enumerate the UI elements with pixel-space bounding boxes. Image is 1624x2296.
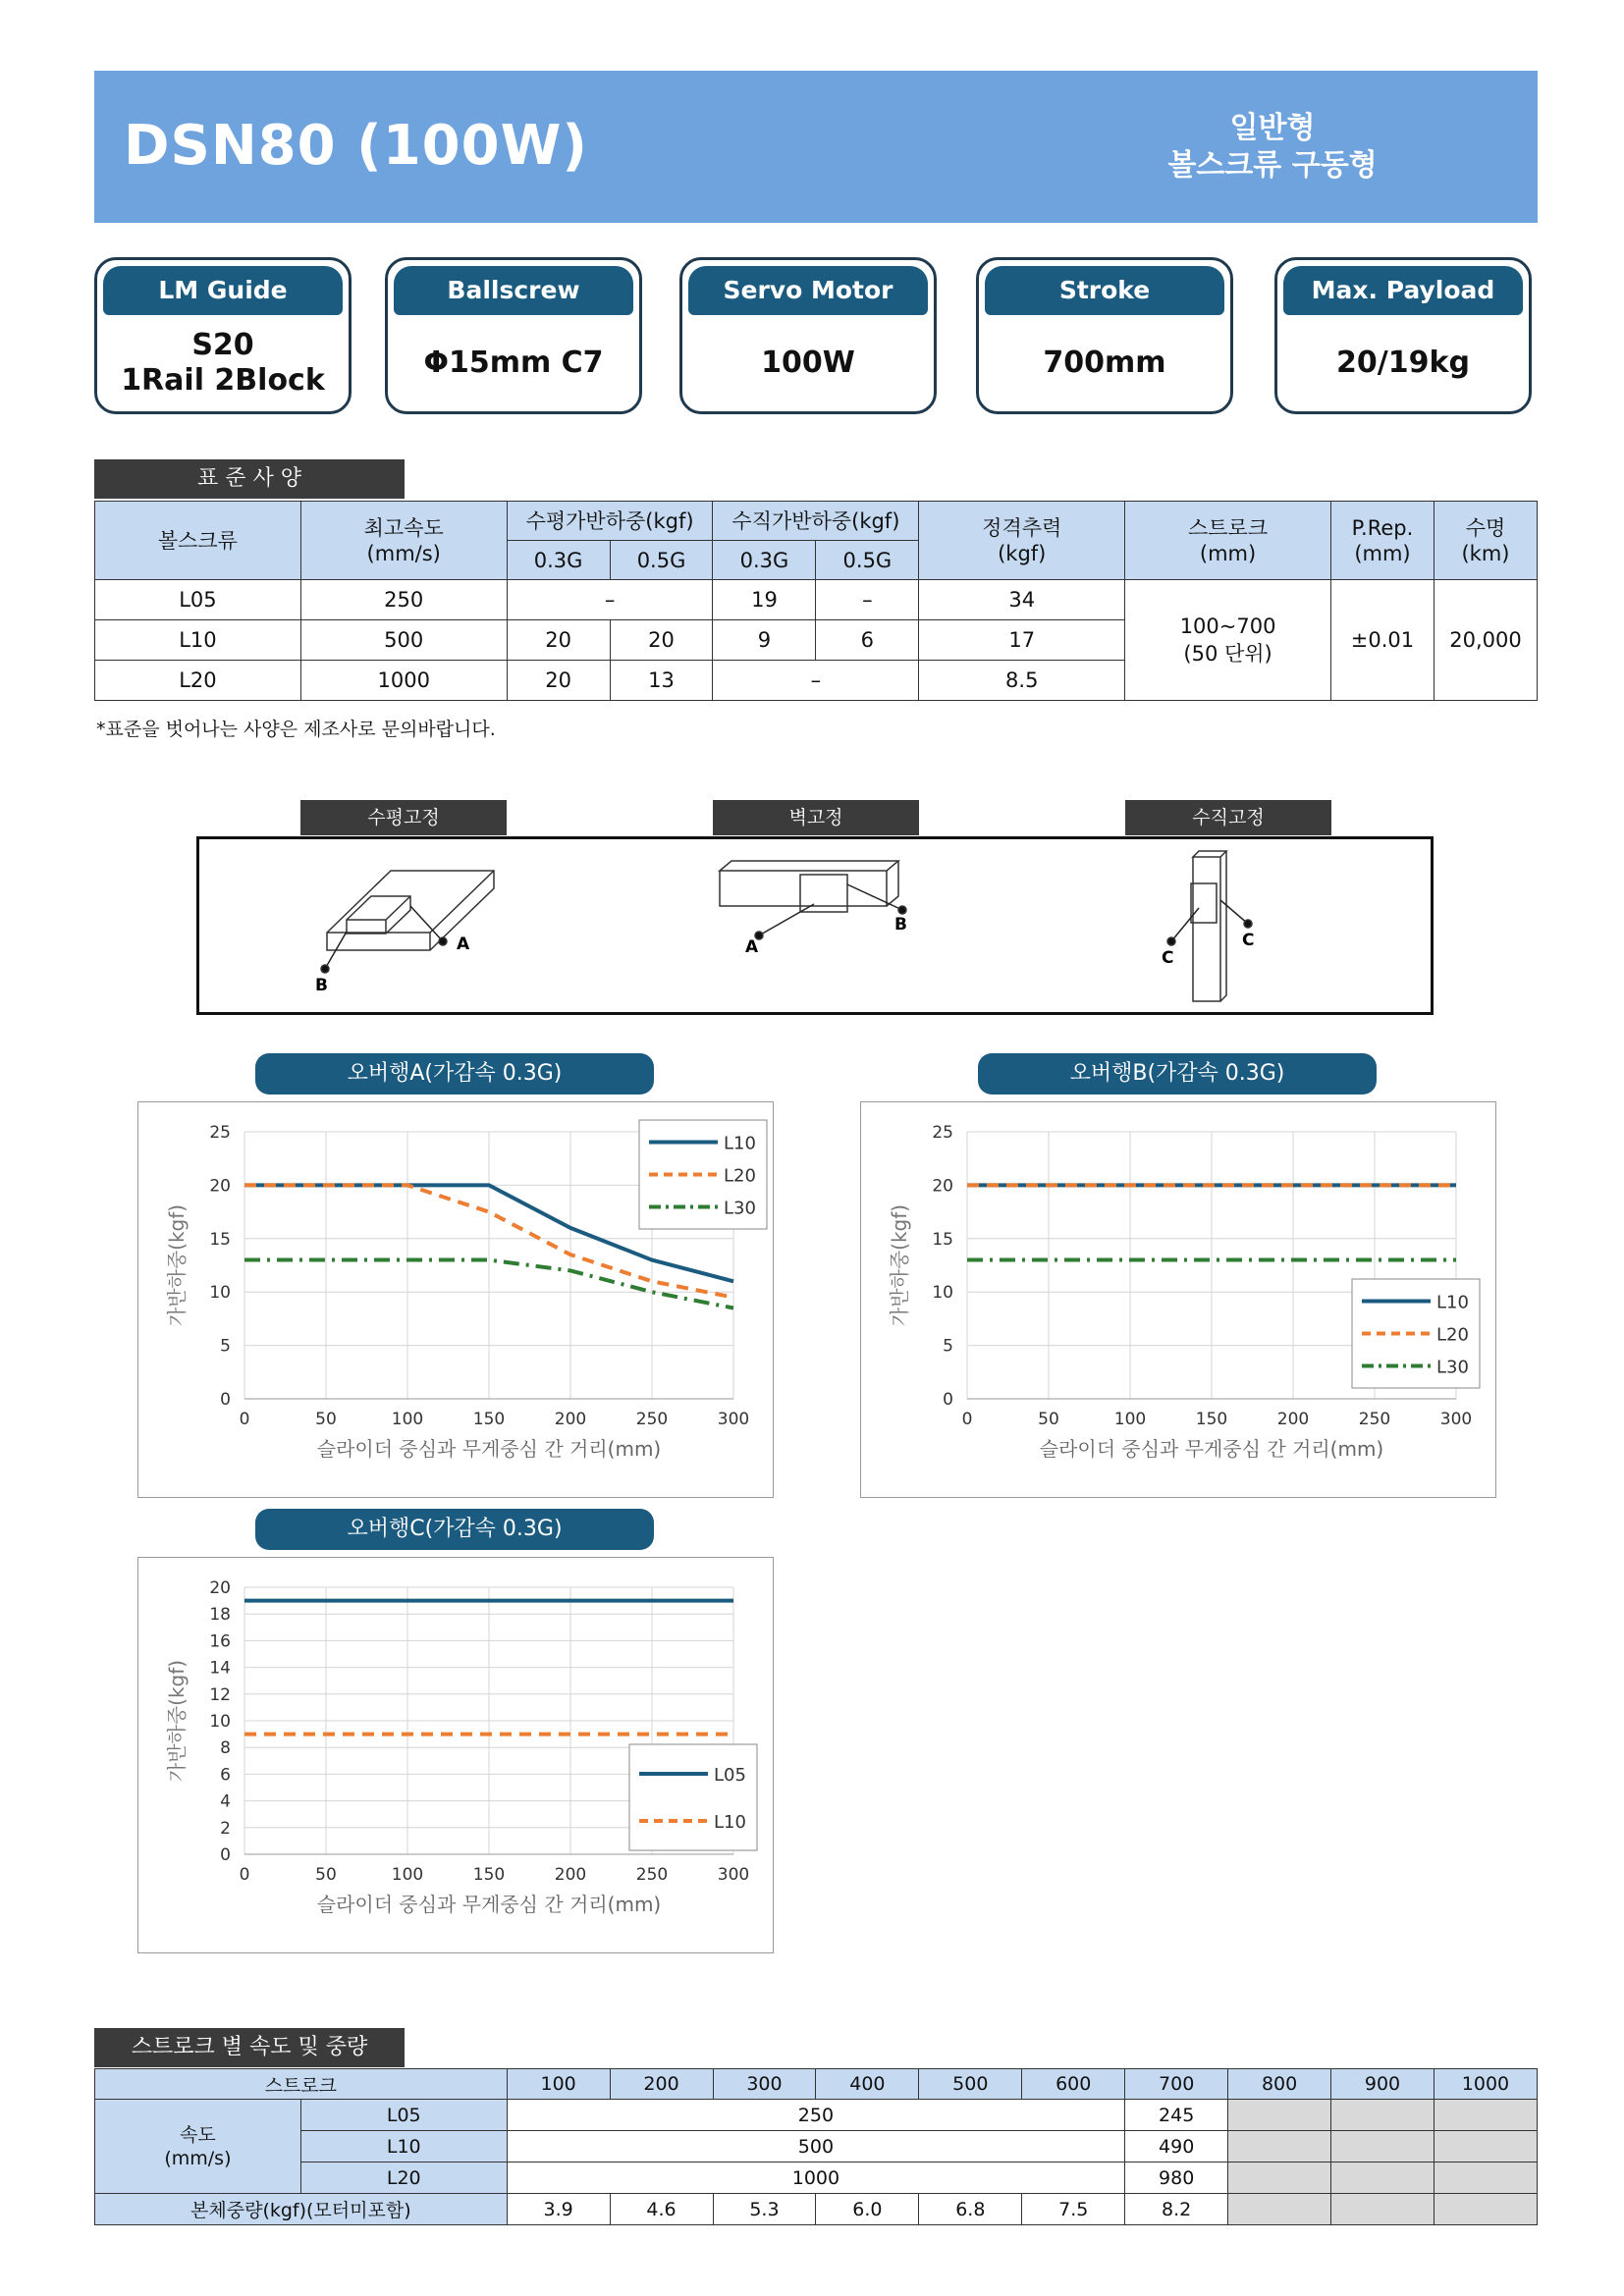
weight-700: 8.2 (1125, 2194, 1228, 2225)
x-tick-label: 150 (472, 1865, 506, 1885)
x-tick-label: 300 (717, 1410, 750, 1429)
x-tick-label: 100 (391, 1410, 424, 1429)
chart-a-title: 오버행A(가감속 0.3G) (255, 1053, 654, 1095)
na-cell (1331, 2194, 1435, 2225)
header-stroke: 스트로크 (95, 2069, 508, 2100)
chart-c-title: 오버행C(가감속 0.3G) (255, 1509, 654, 1550)
na-cell (1434, 2194, 1537, 2225)
speed-main: 250 (507, 2100, 1125, 2131)
speed-700: 980 (1125, 2163, 1228, 2194)
cell-speed: 1000 (300, 661, 507, 701)
chart-legend (639, 1120, 767, 1229)
legend-box (629, 1744, 757, 1850)
spec-table (94, 501, 1538, 701)
na-cell (1434, 2163, 1537, 2194)
chart-svg (138, 1558, 773, 1952)
weight-label: 본체중량(kgf)(모터미포함) (95, 2194, 508, 2225)
model-title: DSN80 (100W) (124, 114, 588, 178)
point-c-label: C (1242, 931, 1255, 950)
speed-main: 500 (507, 2131, 1125, 2163)
chart-overhang-b (860, 1101, 1496, 1498)
cell-life: 20,000 (1434, 580, 1537, 701)
cell-vertical: – (713, 661, 919, 701)
mount-label-horizontal: 수평고정 (300, 800, 507, 835)
y-tick-label: 4 (220, 1791, 231, 1812)
y-tick-label: 10 (209, 1712, 231, 1732)
product-type (1145, 110, 1400, 185)
y-tick-label: 25 (209, 1123, 231, 1143)
y-tick-label: 20 (209, 1176, 231, 1197)
x-axis-label: 슬라이더 중심과 무게중심 간 거리(mm) (316, 1893, 662, 1916)
weight-600: 7.5 (1022, 2194, 1125, 2225)
point-a-label: A (745, 937, 759, 957)
y-axis-label: 가반하중(kgf) (165, 1203, 189, 1327)
card-value: 700mm (1043, 346, 1166, 380)
stroke-400: 400 (816, 2069, 919, 2100)
stroke-800: 800 (1228, 2069, 1331, 2100)
x-tick-label: 50 (315, 1865, 337, 1885)
speed-weight-table (94, 2068, 1538, 2225)
cell-h03: 20 (507, 661, 610, 701)
na-cell (1331, 2163, 1435, 2194)
speed-main: 1000 (507, 2163, 1125, 2194)
stroke-200: 200 (610, 2069, 713, 2100)
cell-h05: 20 (610, 620, 713, 661)
mounting-svg (199, 839, 1431, 1012)
speed-lead: L05 (300, 2100, 507, 2131)
point-a-label: A (457, 934, 470, 954)
speed-section-title: 스트로크 별 속도 및 중량 (94, 2028, 405, 2067)
y-tick-label: 0 (220, 1390, 231, 1410)
table-row (95, 2163, 1538, 2194)
legend-label: L30 (1436, 1357, 1469, 1378)
na-cell (1331, 2131, 1435, 2163)
legend-label: L10 (724, 1133, 756, 1154)
legend-label: L10 (1436, 1292, 1469, 1313)
card-value: 20/19kg (1336, 346, 1470, 380)
cell-v03: 9 (713, 620, 816, 661)
na-cell (1228, 2100, 1331, 2131)
card-value: 100W (761, 346, 855, 380)
cell-h03: 20 (507, 620, 610, 661)
header-prep: P.Rep. (mm) (1331, 502, 1435, 580)
speed-lead: L20 (300, 2163, 507, 2194)
chart-overhang-c (137, 1557, 774, 1953)
y-tick-label: 25 (932, 1123, 953, 1143)
speed-lead: L10 (300, 2131, 507, 2163)
card-title: Max. Payload (1283, 266, 1523, 315)
weight-100: 3.9 (507, 2194, 610, 2225)
y-tick-label: 15 (932, 1229, 953, 1250)
x-tick-label: 200 (554, 1865, 587, 1885)
na-cell (1434, 2100, 1537, 2131)
na-cell (1228, 2131, 1331, 2163)
card-title: Ballscrew (394, 266, 633, 315)
cell-h05: 13 (610, 661, 713, 701)
x-tick-label: 0 (239, 1865, 250, 1885)
legend-label: L10 (714, 1812, 746, 1833)
header-v-05g: 0.5G (816, 541, 919, 580)
card-title: Servo Motor (688, 266, 928, 315)
x-tick-label: 50 (1038, 1410, 1059, 1429)
y-tick-label: 5 (943, 1336, 953, 1357)
x-tick-label: 0 (239, 1410, 250, 1429)
cell-prep: ±0.01 (1331, 580, 1435, 701)
header-h-03g: 0.3G (507, 541, 610, 580)
x-tick-label: 150 (472, 1410, 506, 1429)
card-ballscrew (385, 257, 642, 414)
x-tick-label: 200 (554, 1410, 587, 1429)
horizontal-mount-drawing (321, 871, 494, 973)
spec-section-title: 표 준 사 양 (94, 459, 405, 499)
y-tick-label: 12 (209, 1684, 231, 1705)
chart-legend (629, 1744, 757, 1850)
speed-700: 490 (1125, 2131, 1228, 2163)
table-row (95, 2100, 1538, 2131)
y-tick-label: 8 (220, 1738, 231, 1759)
x-axis-label: 슬라이더 중심과 무게중심 간 거리(mm) (1039, 1437, 1384, 1461)
header-v-03g: 0.3G (713, 541, 816, 580)
cell-horizontal: – (507, 580, 713, 620)
x-axis-label: 슬라이더 중심과 무게중심 간 거리(mm) (316, 1437, 662, 1461)
mount-label-vertical: 수직고정 (1125, 800, 1331, 835)
stroke-500: 500 (919, 2069, 1022, 2100)
cell-v05: – (816, 580, 919, 620)
y-tick-label: 20 (932, 1176, 953, 1197)
header-thrust: 정격추력 (kgf) (919, 502, 1125, 580)
cell-v03: 19 (713, 580, 816, 620)
y-tick-label: 2 (220, 1818, 231, 1839)
table-row (95, 2131, 1538, 2163)
chart-b-title: 오버행B(가감속 0.3G) (978, 1053, 1377, 1095)
weight-500: 6.8 (919, 2194, 1022, 2225)
table-row (95, 580, 1538, 620)
header-banner (94, 71, 1538, 223)
x-tick-label: 50 (315, 1410, 337, 1429)
card-lm-guide (94, 257, 352, 414)
legend-label: L20 (1436, 1324, 1469, 1346)
stroke-600: 600 (1022, 2069, 1125, 2100)
spec-note: *표준을 벗어나는 사양은 제조사로 문의바랍니다. (96, 719, 496, 740)
header-max-speed: 최고속도 (mm/s) (300, 502, 507, 580)
weight-300: 5.3 (713, 2194, 816, 2225)
legend-label: L30 (724, 1198, 756, 1219)
legend-label: L05 (714, 1765, 746, 1786)
chart-svg (138, 1102, 773, 1497)
stroke-300: 300 (713, 2069, 816, 2100)
x-tick-label: 100 (391, 1865, 424, 1885)
y-tick-label: 10 (932, 1283, 953, 1304)
y-tick-label: 5 (220, 1336, 231, 1357)
cell-v05: 6 (816, 620, 919, 661)
header-stroke: 스트로크 (mm) (1125, 502, 1331, 580)
y-axis-label: 가반하중(kgf) (888, 1203, 911, 1327)
na-cell (1228, 2194, 1331, 2225)
card-stroke (976, 257, 1233, 414)
x-tick-label: 300 (717, 1865, 750, 1885)
y-tick-label: 15 (209, 1229, 231, 1250)
na-cell (1228, 2163, 1331, 2194)
y-axis-label: 가반하중(kgf) (165, 1659, 189, 1783)
chart-legend (1352, 1279, 1480, 1388)
na-cell (1331, 2100, 1435, 2131)
na-cell (1434, 2131, 1537, 2163)
cell-lead: L05 (95, 580, 301, 620)
x-tick-label: 150 (1195, 1410, 1228, 1429)
type-line-1: 일반형 (1229, 111, 1316, 145)
card-max-payload (1274, 257, 1532, 414)
cell-speed: 250 (300, 580, 507, 620)
cell-stroke-range: 100~700 (50 단위) (1125, 580, 1331, 701)
weight-400: 6.0 (816, 2194, 919, 2225)
x-tick-label: 250 (635, 1865, 669, 1885)
x-tick-label: 200 (1276, 1410, 1310, 1429)
x-tick-label: 100 (1113, 1410, 1147, 1429)
card-value: Φ15mm C7 (423, 346, 604, 380)
header-vertical-payload: 수직가반하중(kgf) (713, 502, 919, 541)
type-line-2: 볼스크류 구동형 (1167, 148, 1378, 183)
cell-lead: L10 (95, 620, 301, 661)
card-title: Stroke (985, 266, 1224, 315)
y-tick-label: 6 (220, 1765, 231, 1786)
weight-200: 4.6 (610, 2194, 713, 2225)
stroke-1000: 1000 (1434, 2069, 1537, 2100)
point-c-label: C (1162, 948, 1174, 968)
card-value: S20 1Rail 2Block (121, 328, 325, 398)
x-tick-label: 300 (1439, 1410, 1473, 1429)
header-h-05g: 0.5G (610, 541, 713, 580)
y-tick-label: 20 (209, 1578, 231, 1598)
speed-label: 속도 (mm/s) (95, 2100, 301, 2194)
vertical-mount-drawing (1167, 851, 1255, 1001)
cell-thrust: 8.5 (919, 661, 1125, 701)
cell-thrust: 17 (919, 620, 1125, 661)
y-tick-label: 16 (209, 1631, 231, 1652)
point-b-label: B (315, 976, 328, 995)
cell-thrust: 34 (919, 580, 1125, 620)
y-tick-label: 0 (220, 1845, 231, 1865)
x-tick-label: 250 (635, 1410, 669, 1429)
mounting-diagram (196, 836, 1434, 1015)
table-row (95, 2194, 1538, 2225)
header-life: 수명 (km) (1434, 502, 1537, 580)
wall-mount-drawing (720, 861, 906, 939)
stroke-700: 700 (1125, 2069, 1228, 2100)
y-tick-label: 0 (943, 1390, 953, 1410)
speed-700: 245 (1125, 2100, 1228, 2131)
stroke-900: 900 (1331, 2069, 1435, 2100)
point-b-label: B (894, 915, 907, 934)
chart-svg (861, 1102, 1495, 1497)
x-tick-label: 0 (961, 1410, 973, 1429)
card-title: LM Guide (103, 266, 343, 315)
stroke-100: 100 (507, 2069, 610, 2100)
card-servo-motor (679, 257, 937, 414)
x-tick-label: 250 (1358, 1410, 1391, 1429)
y-tick-label: 10 (209, 1283, 231, 1304)
mount-label-wall: 벽고정 (713, 800, 919, 835)
y-tick-label: 18 (209, 1605, 231, 1626)
cell-lead: L20 (95, 661, 301, 701)
cell-speed: 500 (300, 620, 507, 661)
chart-overhang-a (137, 1101, 774, 1498)
y-tick-label: 14 (209, 1658, 231, 1679)
header-ballscrew: 볼스크류 (95, 502, 301, 580)
legend-label: L20 (724, 1165, 756, 1187)
header-horizontal-payload: 수평가반하중(kgf) (507, 502, 713, 541)
